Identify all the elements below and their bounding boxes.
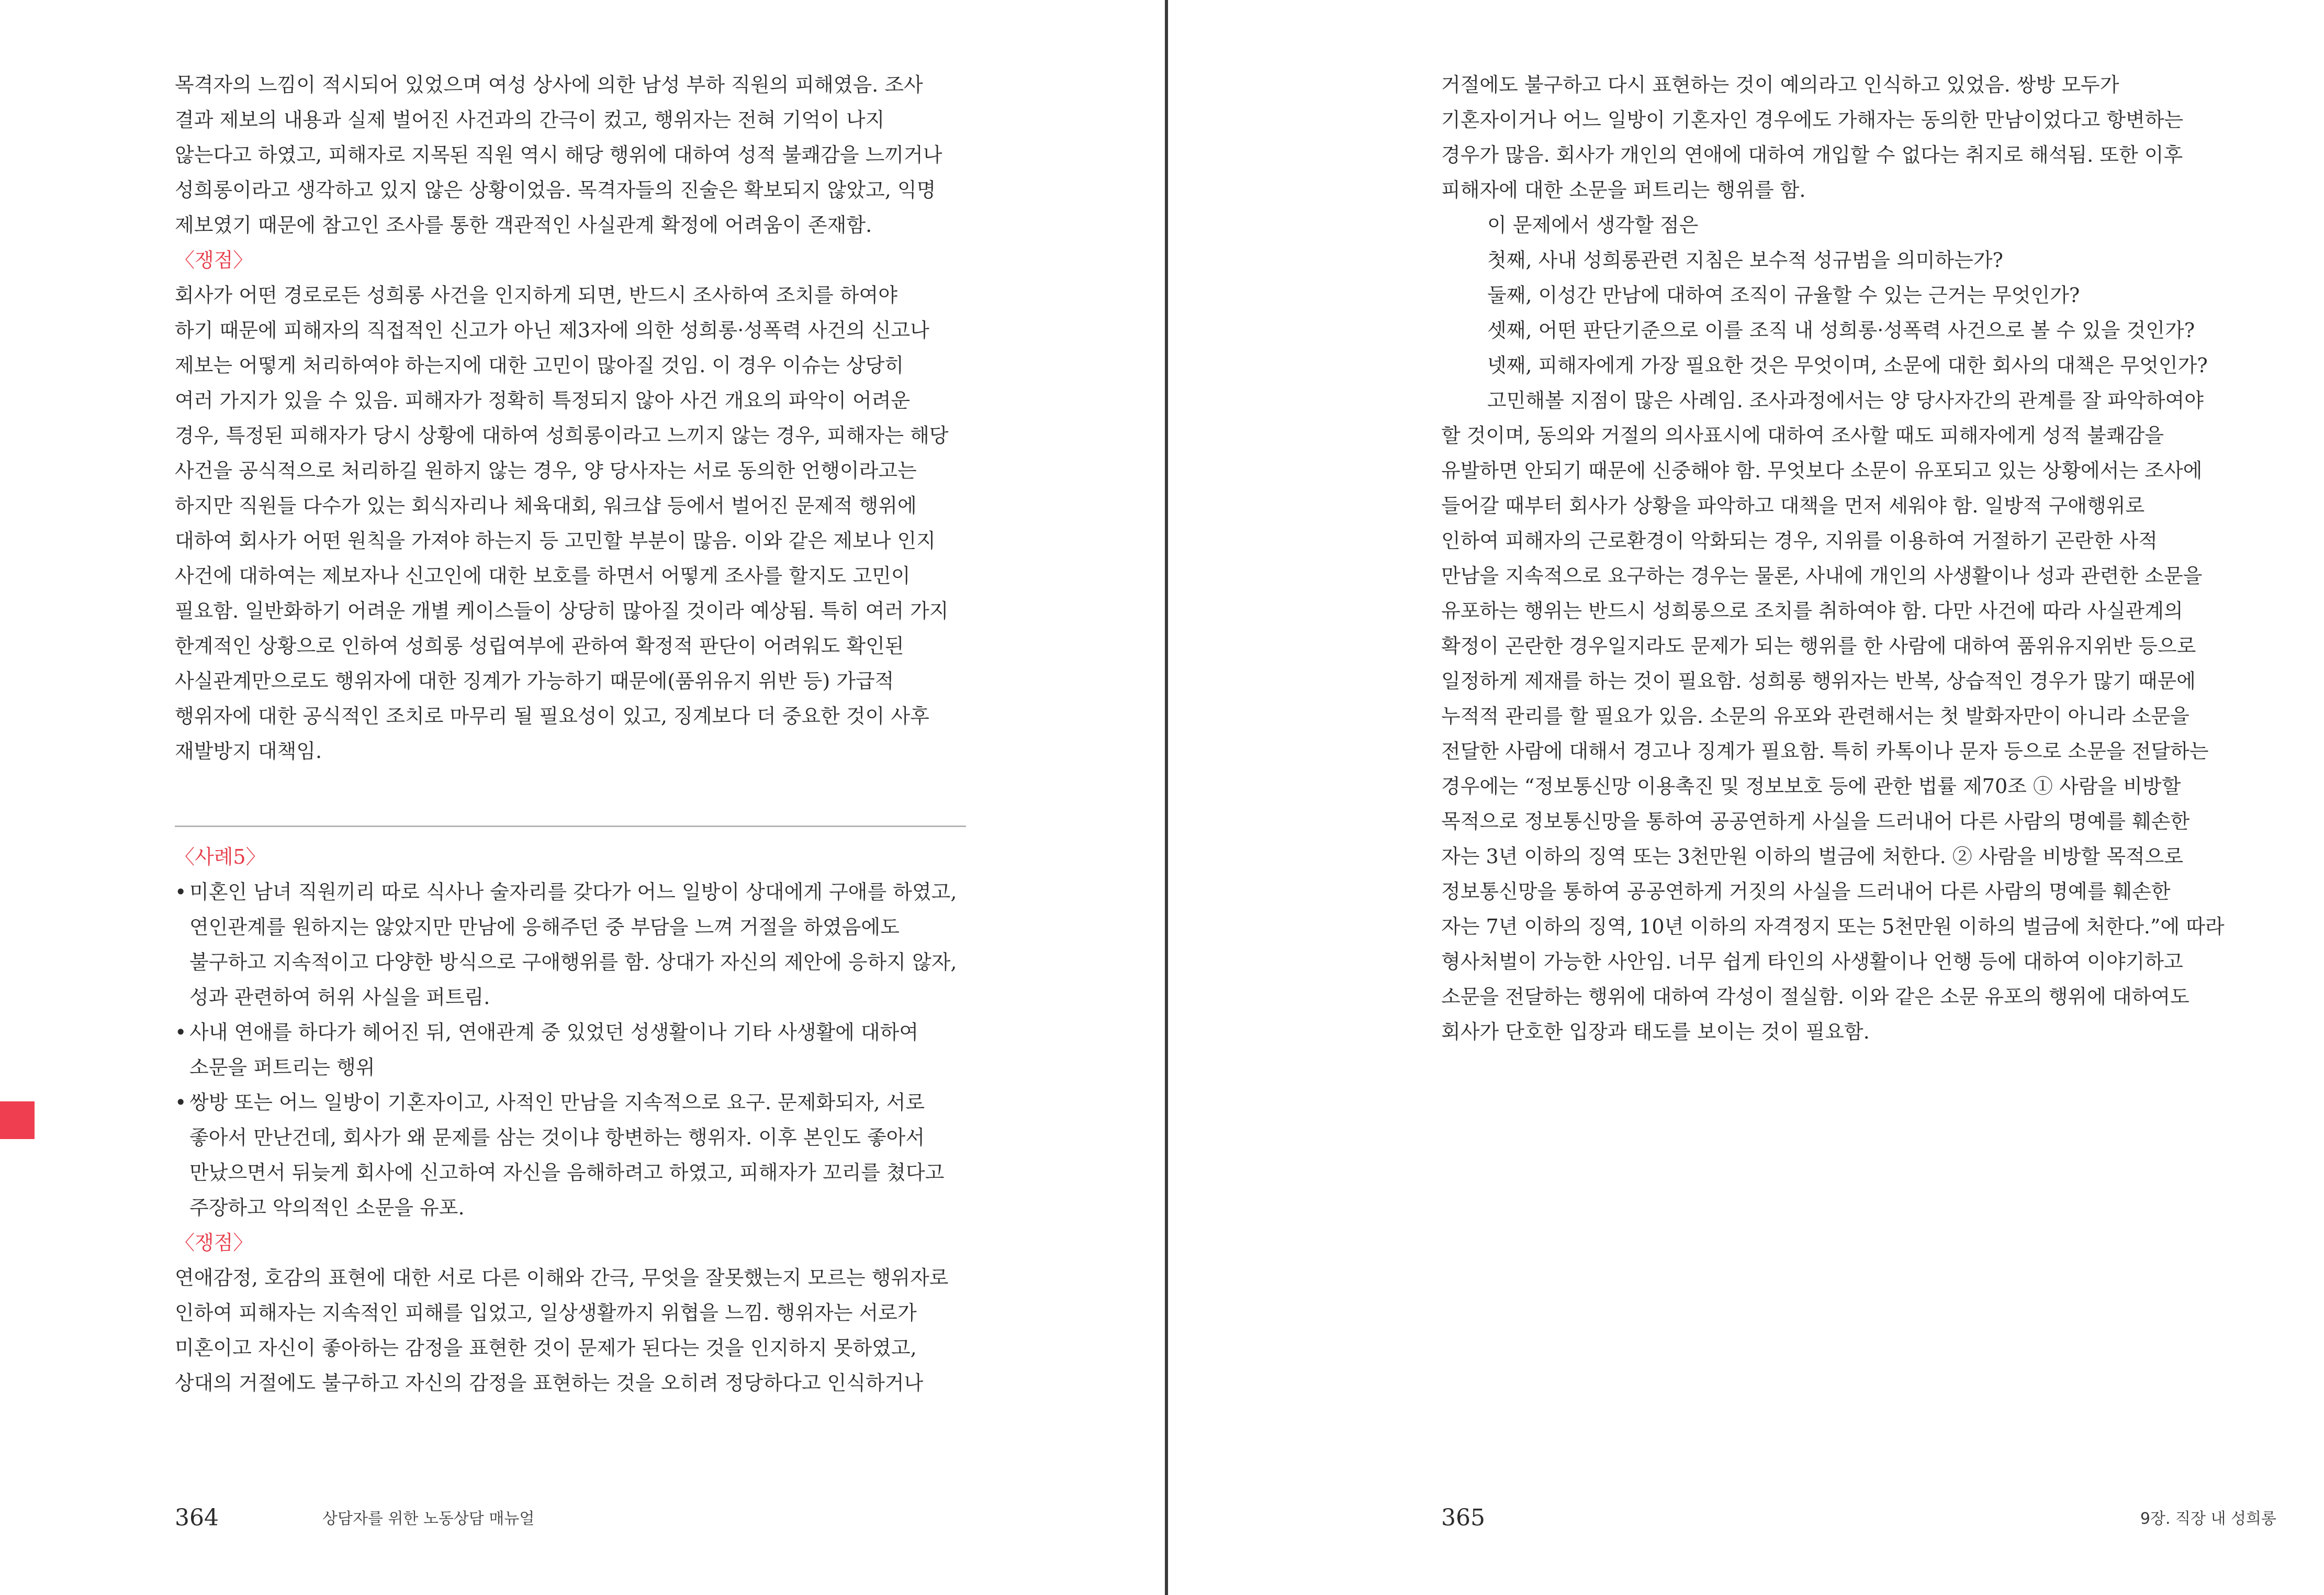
text-line: 피해자에 대한 소문을 퍼트리는 행위를 함.	[1441, 179, 1806, 202]
left-column-top	[175, 68, 949, 769]
case-heading: 〈사례5〉	[175, 845, 266, 868]
section-divider	[175, 826, 966, 827]
text-line: 형사처벌이 가능한 사안임. 너무 쉽게 타인의 사생활이나 언행 등에 대하여 이야기하고	[1441, 950, 2183, 973]
text-line: 상대의 거절에도 불구하고 자신의 감정을 표현하는 것을 오히려 정당하다고 인식하거나	[175, 1371, 924, 1395]
text-line: 경우, 특정된 피해자가 당시 상황에 대하여 성희롱이라고 느끼지 않는 경우, 피해자는 해당	[175, 424, 949, 447]
paragraph-first-line: 고민해볼 지점이 많은 사례임. 조사과정에서는 양 당사자간의 관계를 잘 파악하여야	[1487, 389, 2204, 412]
text-line: 일정하게 제재를 하는 것이 필요함. 성희롱 행위자는 반복, 상습적인 경우가 많기 때문에	[1441, 670, 2196, 693]
text-line: 목격자의 느낌이 적시되어 있었으며 여성 상사에 의한 남성 부하 직원의 피해였음. 조사	[175, 73, 923, 96]
text-line: 대하여 회사가 어떤 원칙을 가져야 하는지 등 고민할 부분이 많음. 이와 같은 제보나 인지	[175, 529, 936, 552]
text-line: 자는 3년 이하의 징역 또는 3천만원 이하의 벌금에 처한다. ② 사람을 비방할 목적으로	[1441, 845, 2184, 868]
bullet-continuation: 소문을 퍼트리는 행위	[189, 1056, 375, 1079]
bullet-continuation: 성과 관련하여 허위 사실을 퍼트림.	[189, 986, 490, 1009]
text-line: 회사가 단호한 입장과 태도를 보이는 것이 필요함.	[1441, 1020, 1870, 1043]
bullet-continuation: 불구하고 지속적이고 다양한 방식으로 구애행위를 함. 상대가 자신의 제안에 응하지 않자,	[189, 951, 957, 974]
chapter-tab-marker	[0, 1101, 35, 1139]
bullet-continuation: 연인관계를 원하지는 않았지만 만남에 응해주던 중 부담을 느껴 거절을 하였음에도	[189, 916, 900, 939]
text-line: 제보였기 때문에 참고인 조사를 통한 객관적인 사실관계 확정에 어려움이 존재함.	[175, 214, 872, 237]
text-line: 사실관계만으로도 행위자에 대한 징계가 가능하기 때문에(품위유지 위반 등) 가급적	[175, 670, 894, 693]
text-line: 소문을 전달하는 행위에 대하여 각성이 절실함. 이와 같은 소문 유포의 행위에 대하여도	[1441, 985, 2190, 1008]
question-item: 셋째, 어떤 판단기준으로 이를 조직 내 성희롱·성폭력 사건으로 볼 수 있을 것인가?	[1487, 319, 2195, 342]
text-line: 회사가 어떤 경로로든 성희롱 사건을 인지하게 되면, 반드시 조사하여 조치를 하여야	[175, 284, 897, 307]
question-item: 넷째, 피해자에게 가장 필요한 것은 무엇이며, 소문에 대한 회사의 대책은 무엇인가?	[1487, 354, 2208, 377]
text-line: 성희롱이라고 생각하고 있지 않은 상황이었음. 목격자들의 진술은 확보되지 않았고, 익명	[175, 179, 936, 202]
text-line: 연애감정, 호감의 표현에 대한 서로 다른 이해와 간극, 무엇을 잘못했는지 모르는 행위자로	[175, 1266, 949, 1289]
text-line: 여러 가지가 있을 수 있음. 피해자가 정확히 특정되지 않아 사건 개요의 파악이 어려운	[175, 389, 911, 412]
text-line: 경우가 많음. 회사가 개인의 연애에 대하여 개입할 수 없다는 취지로 해석됨. 또한 이후	[1441, 143, 2183, 166]
text-line: 확정이 곤란한 경우일지라도 문제가 되는 행위를 한 사람에 대하여 품위유지위반 등으로	[1441, 634, 2196, 657]
right-column	[1441, 68, 2225, 1050]
text-line: 필요함. 일반화하기 어려운 개별 케이스들이 상당히 많아질 것이라 예상됨. 특히 여러 가지	[175, 599, 949, 622]
text-line: 만남을 지속적으로 요구하는 경우는 물론, 사내에 개인의 사생활이나 성과 관련한 소문을	[1441, 564, 2203, 587]
bullet-continuation: 좋아서 만난건데, 회사가 왜 문제를 삼는 것이냐 항변하는 행위자. 이후 본인도 좋아서	[189, 1126, 925, 1149]
question-item: 둘째, 이성간 만남에 대하여 조직이 규율할 수 있는 근거는 무엇인가?	[1487, 284, 2080, 307]
text-line: 제보는 어떻게 처리하여야 하는지에 대한 고민이 많아질 것임. 이 경우 이슈는 상당히	[175, 354, 904, 377]
text-line: 자는 7년 이하의 징역, 10년 이하의 자격정지 또는 5천만원 이하의 벌금에 처한다.”에 따라	[1441, 915, 2225, 938]
question-item: 첫째, 사내 성희롱관련 지침은 보수적 성규범을 의미하는가?	[1487, 249, 2003, 272]
right-page	[1168, 0, 2324, 1595]
text-line: 할 것이며, 동의와 거절의 의사표시에 대하여 조사할 때도 피해자에게 성적 불쾌감을	[1441, 424, 2164, 447]
running-title: 9장. 직장 내 성희롱	[2140, 1510, 2276, 1528]
issue-heading: 〈쟁점〉	[175, 249, 253, 272]
issue-heading: 〈쟁점〉	[175, 1231, 253, 1254]
text-line: 유발하면 안되기 때문에 신중해야 함. 무엇보다 소문이 유포되고 있는 상황에서는 조사에	[1441, 459, 2203, 482]
text-line: 경우에는 “정보통신망 이용촉진 및 정보보호 등에 관한 법률 제70조 ① 사람을 비방할	[1441, 775, 2181, 798]
page-number: 364	[175, 1504, 219, 1531]
page-number: 365	[1441, 1504, 1485, 1531]
text-line: 정보통신망을 통하여 공공연하게 거짓의 사실을 드러내어 다른 사람의 명예를 훼손한	[1441, 880, 2171, 903]
text-line: 거절에도 불구하고 다시 표현하는 것이 예의라고 인식하고 있었음. 쌍방 모두가	[1441, 73, 2119, 96]
text-line: 들어갈 때부터 회사가 상황을 파악하고 대책을 먼저 세워야 함. 일방적 구애행위로	[1441, 494, 2145, 517]
text-line: 사건에 대하여는 제보자나 신고인에 대한 보호를 하면서 어떻게 조사를 할지도 고민이	[175, 564, 911, 587]
running-title: 상담자를 위한 노동상담 매뉴얼	[322, 1510, 535, 1528]
text-line: 하기 때문에 피해자의 직접적인 신고가 아닌 제3자에 의한 성희롱·성폭력 사건의 신고나	[175, 319, 929, 342]
text-line: 누적적 관리를 할 필요가 있음. 소문의 유포와 관련해서는 첫 발화자만이 아니라 소문을	[1441, 705, 2190, 728]
left-column-case	[175, 840, 957, 1401]
text-line: 인하여 피해자의 근로환경이 악화되는 경우, 지위를 이용하여 거절하기 곤란한 사적	[1441, 529, 2158, 552]
text-line: 미혼이고 자신이 좋아하는 감정을 표현한 것이 문제가 된다는 것을 인지하지 못하였고,	[175, 1336, 917, 1359]
text-line: 목적으로 정보통신망을 통하여 공공연하게 사실을 드러내어 다른 사람의 명예를 훼손한	[1441, 810, 2190, 833]
text-line: 전달한 사람에 대해서 경고나 징계가 필요함. 특히 카톡이나 문자 등으로 소문을 전달하는	[1441, 740, 2209, 763]
bullet-continuation: 만났으면서 뒤늦게 회사에 신고하여 자신을 음해하려고 하였고, 피해자가 꼬리를 쳤다고	[189, 1161, 945, 1184]
bullet-continuation: 주장하고 악의적인 소문을 유포.	[189, 1196, 465, 1219]
bullet-item: • 쌍방 또는 어느 일방이 기혼자이고, 사적인 만남을 지속적으로 요구. 문제화되자, 서로	[175, 1085, 957, 1120]
text-line: 기혼자이거나 어느 일방이 기혼자인 경우에도 가해자는 동의한 만남이었다고 항변하는	[1441, 108, 2184, 131]
text-line: 사건을 공식적으로 처리하길 원하지 않는 경우, 양 당사자는 서로 동의한 언행이라고는	[175, 459, 917, 482]
text-line: 인하여 피해자는 지속적인 피해를 입었고, 일상생활까지 위협을 느낌. 행위자는 서로가	[175, 1301, 917, 1324]
question-intro: 이 문제에서 생각할 점은	[1487, 214, 1699, 237]
bullet-item: • 사내 연애를 하다가 헤어진 뒤, 연애관계 중 있었던 성생활이나 기타 사생활에 대하여	[175, 1015, 957, 1050]
text-line: 않는다고 하였고, 피해자로 지목된 직원 역시 해당 행위에 대하여 성적 불쾌감을 느끼거나	[175, 143, 942, 166]
text-line: 재발방지 대책임.	[175, 740, 322, 763]
text-line: 결과 제보의 내용과 실제 벌어진 사건과의 간극이 컸고, 행위자는 전혀 기억이 나지	[175, 108, 885, 131]
text-line: 하지만 직원들 다수가 있는 회식자리나 체육대회, 워크샵 등에서 벌어진 문제적 행위에	[175, 494, 917, 517]
text-line: 유포하는 행위는 반드시 성희롱으로 조치를 취하여야 함. 다만 사건에 따라 사실관계의	[1441, 599, 2183, 622]
bullet-item: • 미혼인 남녀 직원끼리 따로 식사나 술자리를 갖다가 어느 일방이 상대에게 구애를 하였고,	[175, 875, 957, 910]
text-line: 행위자에 대한 공식적인 조치로 마무리 될 필요성이 있고, 징계보다 더 중요한 것이 사후	[175, 705, 929, 728]
text-line: 한계적인 상황으로 인하여 성희롱 성립여부에 관하여 확정적 판단이 어려워도 확인된	[175, 634, 904, 657]
